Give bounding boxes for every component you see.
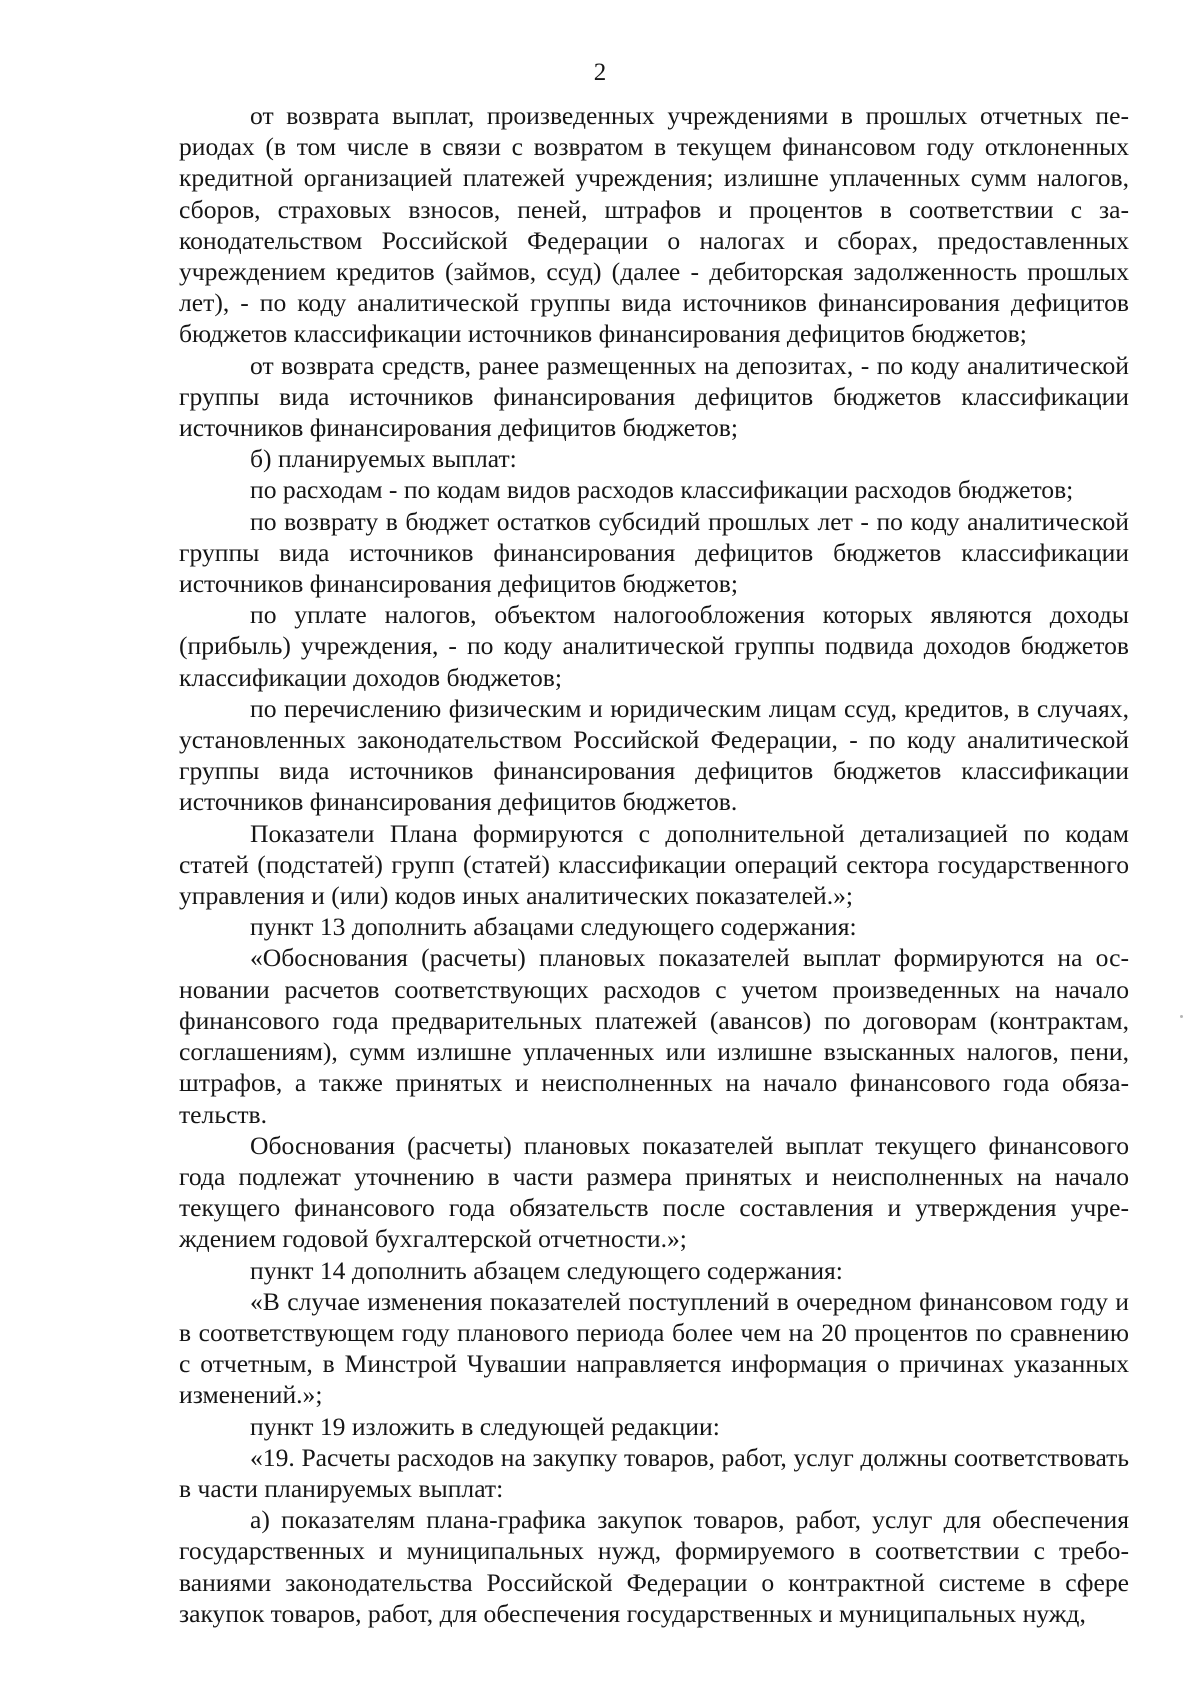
paragraph: «19. Расчеты расходов на закупку товаров, работ, услуг должны соответствовать в части планируемых выплат: <box>179 1442 1129 1503</box>
paragraph: пункт 19 изложить в следующей редакции: <box>250 1411 720 1441</box>
paragraph: по возврату в бюджет остатков субсидий прошлых лет - по коду аналитической группы вида источников финансирования дефицитов бюджетов классификации источников финансирования дефицитов бюджетов; <box>179 506 1129 599</box>
paragraph: по перечислению физическим и юридическим лицам ссуд, кредитов, в случаях, установленных законодательством Российской Федерации, - по коду аналитической группы вида источников финансирования дефицитов бюджетов классификации источников финансирования дефицитов бюджетов. <box>179 693 1129 817</box>
paragraph: Показатели Плана формируются с дополнительной детализацией по кодам статей (подстатей) групп (статей) классификации операций сектора государственного управления и (или) кодов иных аналитических показателей.»; <box>179 818 1129 911</box>
paragraph: «В случае изменения показателей поступлений в очередном финансовом году и в соответствующем году планового периода более чем на 20 процентов по сравнению с отчетным, в Минстрой Чувашии направляется информация о причинах указанных изменений.»; <box>179 1286 1129 1410</box>
paragraph: пункт 14 дополнить абзацем следующего содержания: <box>250 1255 843 1285</box>
paragraph: от возврата средств, ранее размещенных на депозитах, - по коду аналитической группы вида источников финансирования дефицитов бюджетов классификации источников финансирования дефицитов бюджетов; <box>179 350 1129 443</box>
paragraph: а) показателям плана-графика закупок товаров, работ, услуг для обеспечения государственных и муниципальных нужд, формируемого в соответствии с требованиями законодательства Российской Федерации о контрактной системе в сфере закупок товаров, работ, для обеспечения государственных и муниципальных нужд, <box>179 1505 1129 1628</box>
paragraph: б) планируемых выплат: <box>250 444 517 474</box>
paragraph: «Обоснования (расчеты) плановых показателей выплат формируются на основании расчетов соответствующих расходов с учетом произведенных на начало финансового года предварительных платежей (авансов) по договорам (контрактам, соглашениям), сумм излишне уплаченных или излишне взысканных налогов, пени, штрафов, а также принятых и неисполненных на начало финансового года обязательств. <box>179 943 1129 1129</box>
paragraph: по расходам - по кодам видов расходов классификации расходов бюджетов; <box>250 475 1074 505</box>
page-number: 2 <box>593 59 607 86</box>
paragraph: по уплате налогов, объектом налогообложения которых являются доходы (прибыль) учреждения, - по коду аналитической группы подвида доходов бюджетов классификации доходов бюджетов; <box>179 600 1129 692</box>
paragraph: от возврата выплат, произведенных учреждениями в прошлых отчетных периодах (в том числе в связи с возвратом в текущем финансовом году отклоненных кредитной организацией платежей учреждения; излишне уплаченных сумм налогов, сборов, страховых взносов, пеней, штрафов и процентов в соответствии с законодательством Российской Федерации о налогах и сборах, предоставленных учреждением кредитов (займов, ссуд) (далее - дебиторская задолженность прошлых лет), - по коду аналитической группы вида источников финансирования дефицитов бюджетов классификации источников финансирования дефицитов бюджетов; <box>179 101 1129 349</box>
paragraph: Обоснования (расчеты) плановых показателей выплат текущего финансового года подлежат уточнению в части размера принятых и неисполненных на начало текущего финансового года обязательств после составления и утверждения учреждением годовой бухгалтерской отчетности.»; <box>179 1130 1129 1254</box>
document-body <box>179 100 1129 1629</box>
scan-artifact-dot <box>1180 1015 1183 1018</box>
paragraph: пункт 13 дополнить абзацами следующего содержания: <box>250 912 857 942</box>
